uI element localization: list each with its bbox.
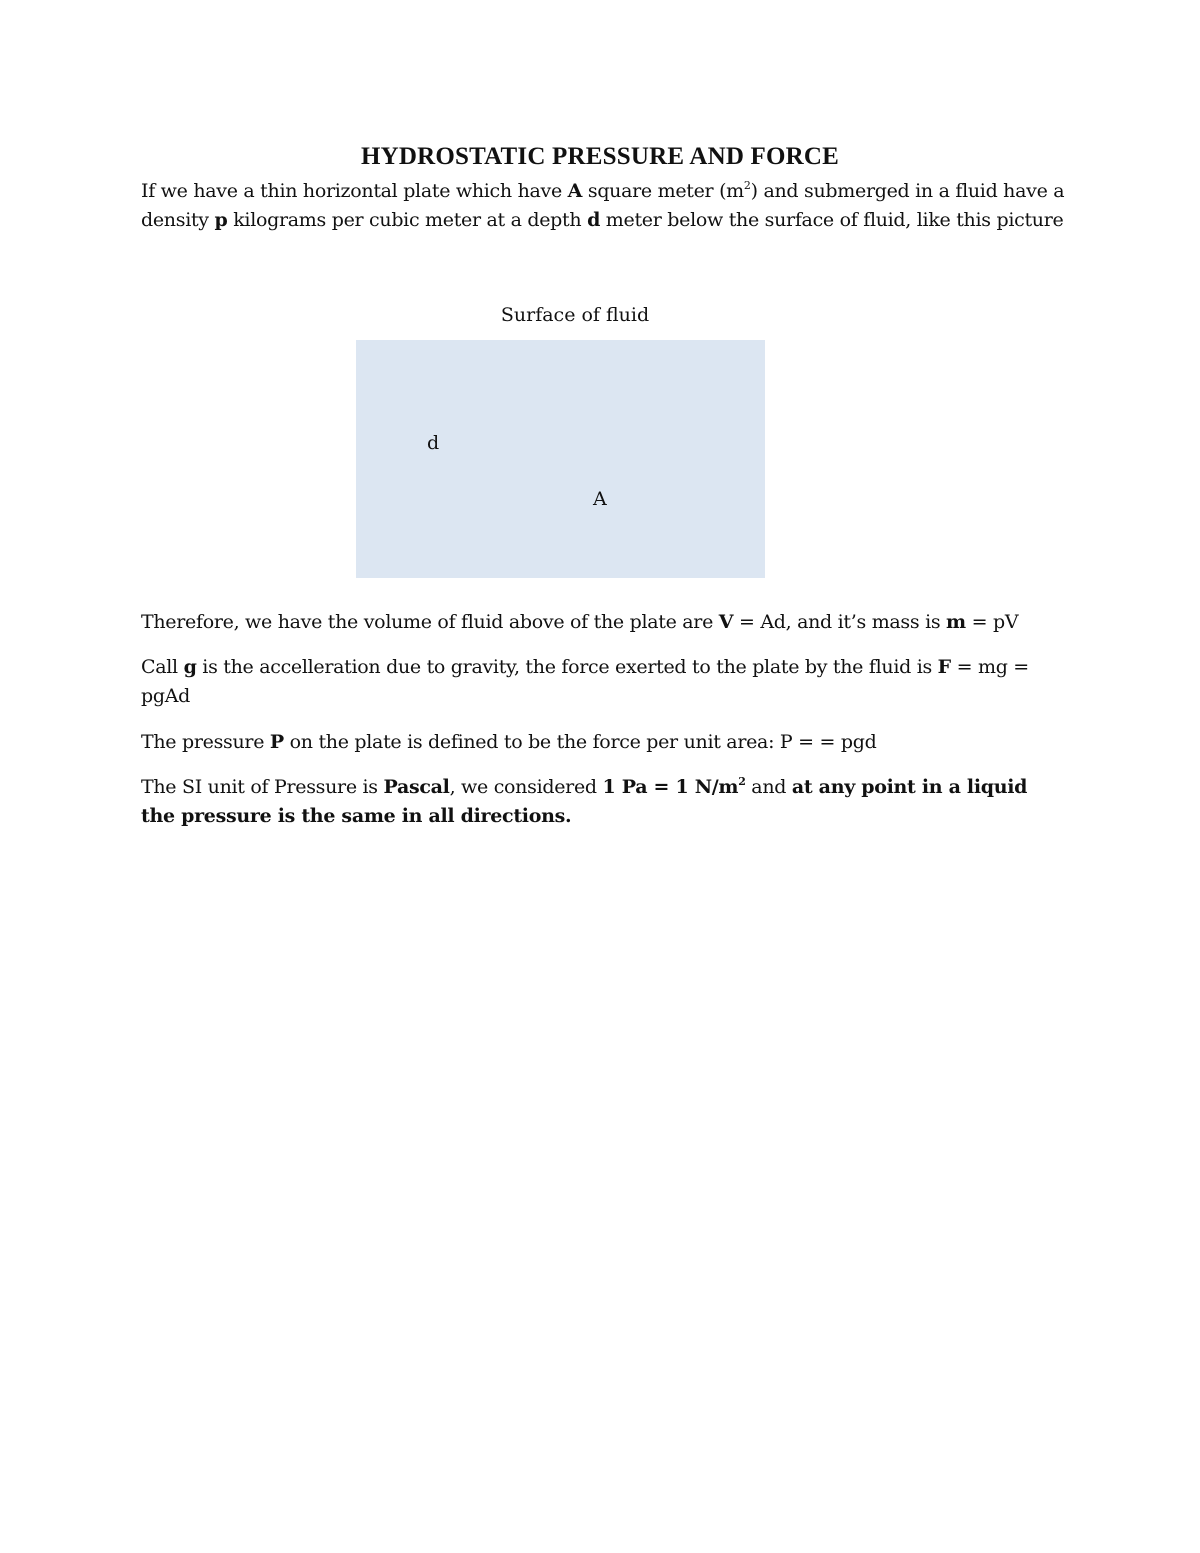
force-text-3: = mg = pgAd — [141, 656, 1029, 707]
pressure-paragraph — [141, 728, 1066, 757]
force-text-1: Call — [141, 656, 184, 678]
intro-bold-d: d — [587, 209, 601, 231]
area-label: A — [593, 488, 607, 510]
intro-superscript: 2 — [743, 179, 751, 192]
force-paragraph — [141, 653, 1041, 711]
si-bold-pascal: Pascal — [383, 776, 450, 798]
si-unit-paragraph — [141, 773, 1066, 831]
fluid-diagram — [356, 340, 765, 578]
pressure-text-1: The pressure — [141, 731, 270, 753]
si-text-3: and — [745, 776, 792, 798]
depth-label: d — [427, 432, 440, 454]
si-bold-definition: 1 Pa = 1 N/m — [602, 776, 739, 798]
volume-bold-m: m — [946, 611, 966, 633]
volume-bold-V: V — [718, 611, 734, 633]
volume-text-2: = Ad, and it’s mass is — [733, 611, 947, 633]
si-bold-statement: at any point in a liquid the pressure is the same in all directions. — [141, 776, 1028, 827]
force-bold-g: g — [183, 656, 197, 678]
intro-text-1: If we have a thin horizontal plate which have — [141, 180, 568, 202]
pressure-text-2: on the plate is defined to be the force per unit area: P = = pgd — [283, 731, 877, 753]
si-text-1: The SI unit of Pressure is — [141, 776, 384, 798]
volume-text-3: = pV — [965, 611, 1019, 633]
intro-bold-p: p — [214, 209, 228, 231]
si-superscript: 2 — [738, 775, 746, 788]
pressure-bold-P: P — [269, 731, 284, 753]
intro-bold-A: A — [567, 180, 583, 202]
figure-caption: Surface of fluid — [500, 304, 650, 326]
intro-text-2: square meter (m — [582, 180, 744, 202]
si-text-2: , we considered — [449, 776, 603, 798]
force-text-2: is the accelleration due to gravity, the force exerted to the plate by the fluid is — [196, 656, 938, 678]
page-title: HYDROSTATIC PRESSURE AND FORCE — [360, 143, 840, 170]
intro-paragraph — [141, 177, 1066, 235]
force-bold-F: F — [937, 656, 951, 678]
intro-text-5: meter below the surface of fluid, like this picture — [600, 209, 1064, 231]
volume-paragraph — [141, 608, 1066, 637]
volume-text-1: Therefore, we have the volume of fluid above of the plate are — [141, 611, 719, 633]
intro-text-4: kilograms per cubic meter at a depth — [227, 209, 588, 231]
intro-text-3: ) and submerged in a fluid have a density — [141, 180, 1065, 231]
